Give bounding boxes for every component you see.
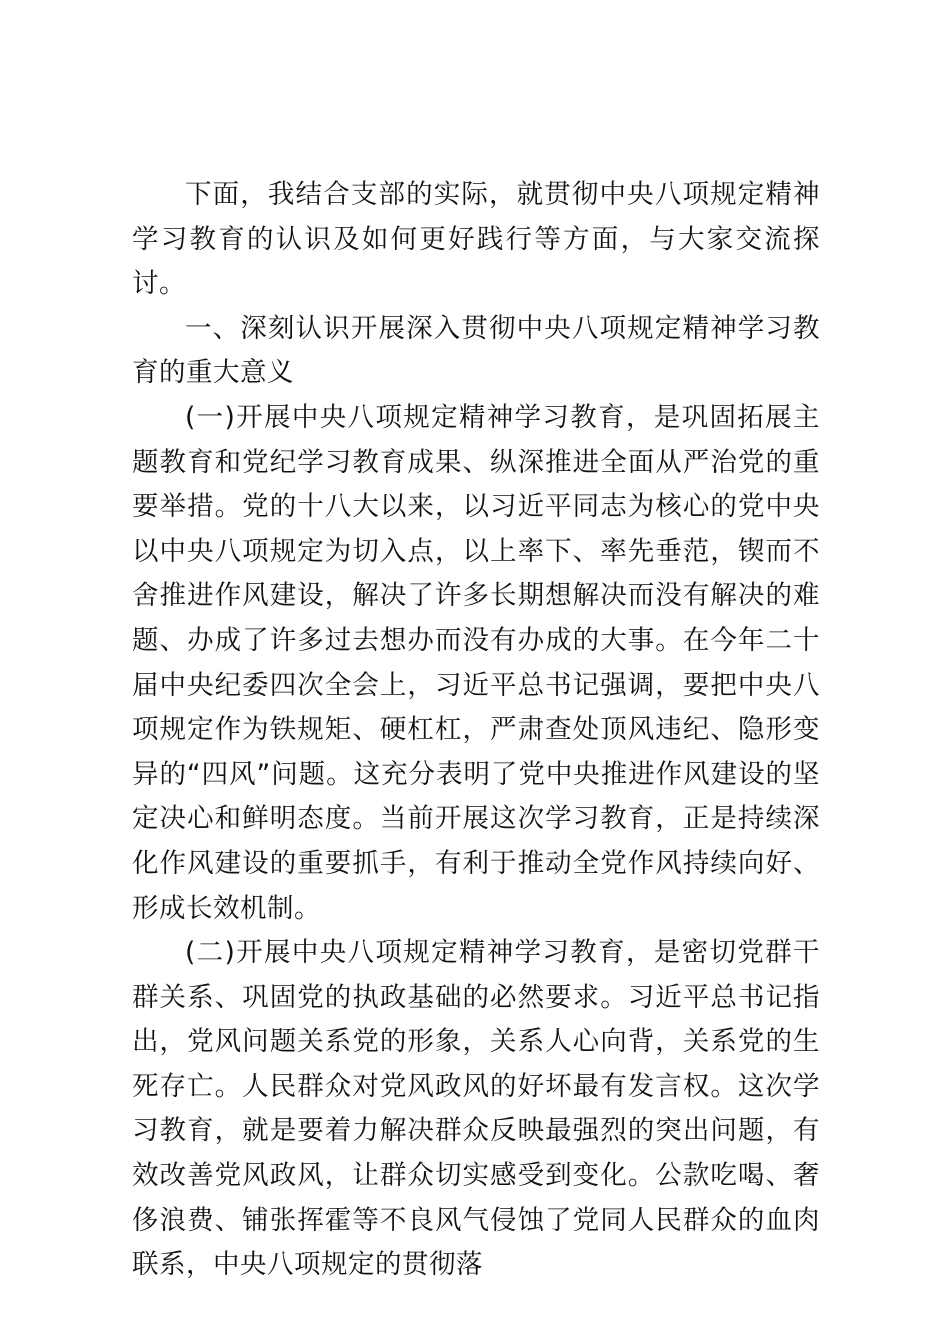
section-heading: 一、深刻认识开展深入贯彻中央八项规定精神学习教育的重大意义 [132, 312, 820, 389]
document-body [132, 173, 820, 1288]
body-paragraph-1: (一)开展中央八项规定精神学习教育，是巩固拓展主题教育和党纪学习教育成果、纵深推进全面从严治党的重要举措。党的十八大以来，以习近平同志为核心的党中央以中央八项规定为切入点，以上率下、率先垂范，锲而不舍推进作风建设，解决了许多长期想解决而没有解决的难题、办成了许多过去想办而没有办成的大事。在今年二十届中央纪委四次全会上，习近平总书记强调，要把中央八项规定作为铁规矩、硬杠杠，严肃查处顶风违纪、隐形变异的“四风”问题。这充分表明了党中央推进作风建设的坚定决心和鲜明态度。当前开展这次学习教育，正是持续深化作风建设的重要抓手，有利于推动全党作风持续向好、形成长效机制。 [132, 401, 820, 924]
body-paragraph-2: (二)开展中央八项规定精神学习教育，是密切党群干群关系、巩固党的执政基础的必然要求。习近平总书记指出，党风问题关系党的形象，关系人心向背，关系党的生死存亡。人民群众对党风政风的好坏最有发言权。这次学习教育，就是要着力解决群众反映最强烈的突出问题，有效改善党风政风，让群众切实感受到变化。公款吃喝、奢侈浪费、铺张挥霍等不良风气侵蚀了党同人民群众的血肉联系，中央八项规定的贯彻落 [132, 937, 820, 1281]
intro-paragraph: 下面，我结合支部的实际，就贯彻中央八项规定精神学习教育的认识及如何更好践行等方面，与大家交流探讨。 [132, 179, 820, 300]
